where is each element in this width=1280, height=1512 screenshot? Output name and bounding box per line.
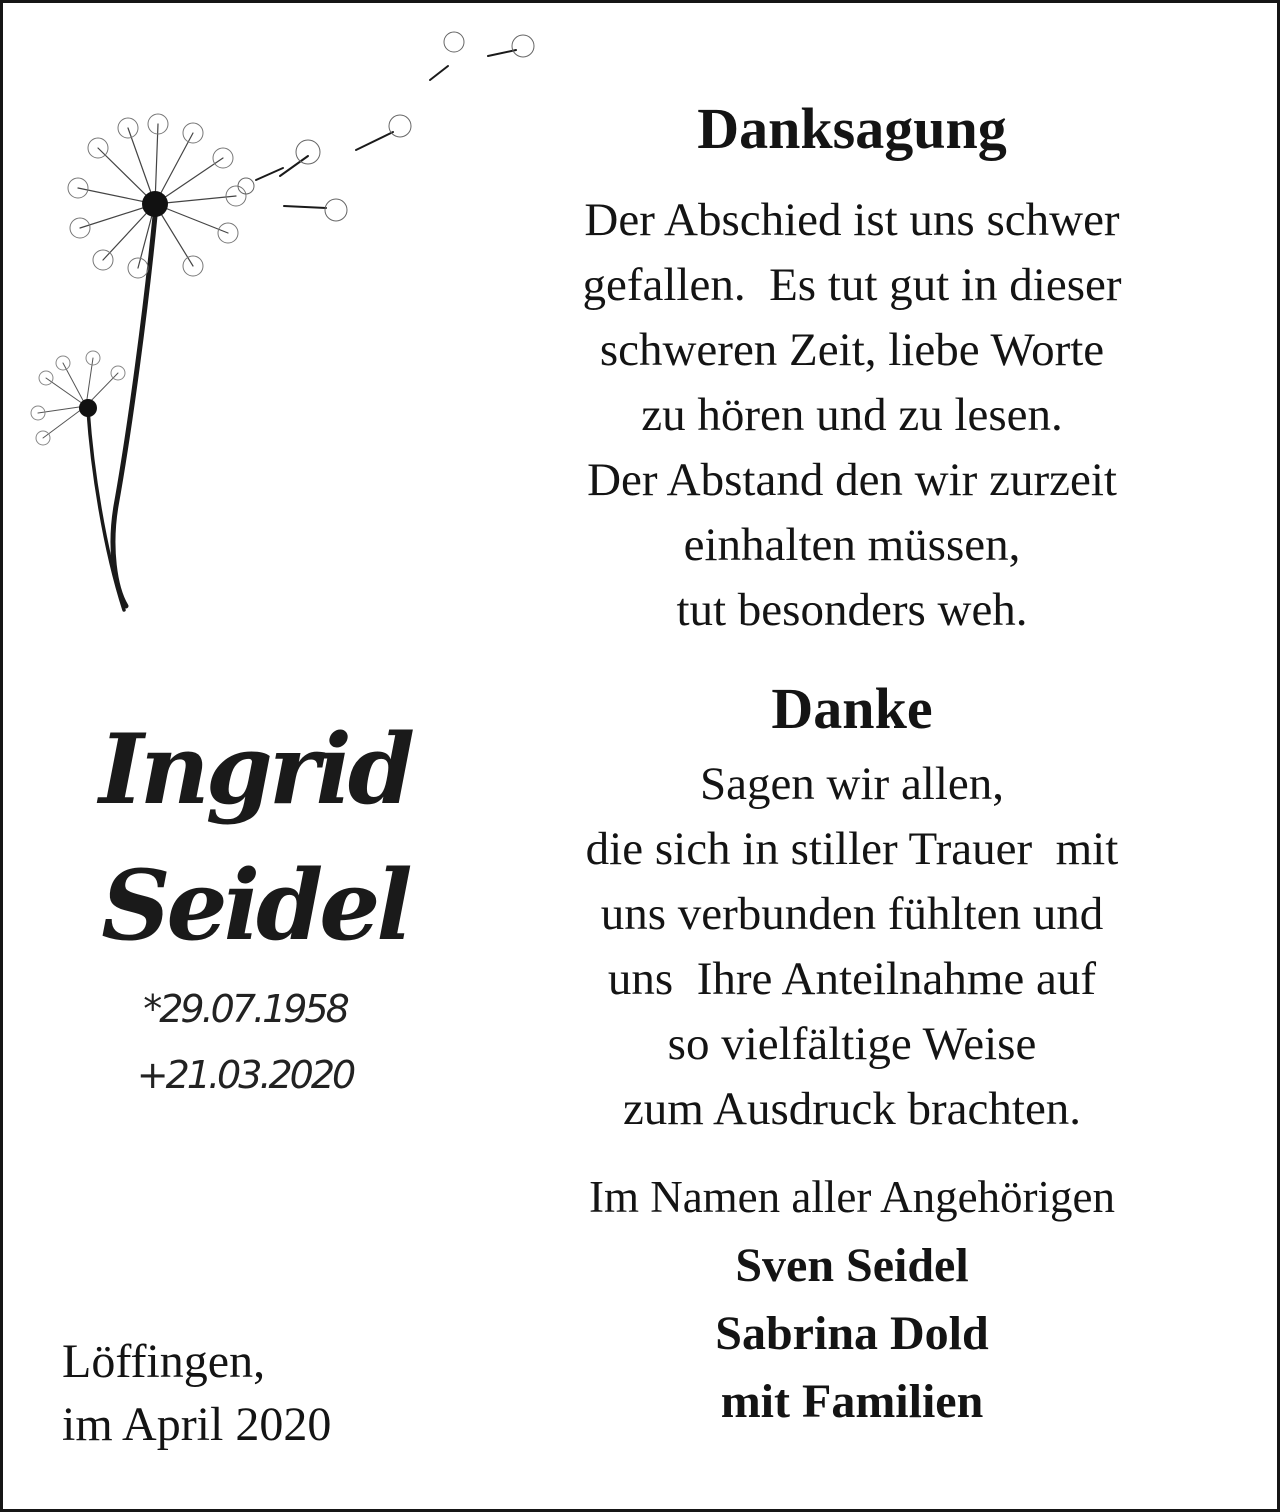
thanks-line: uns verbunden fühlten und: [600, 888, 1104, 940]
message-line: Der Abschied ist uns schwer: [584, 194, 1120, 246]
place-and-date: [62, 1330, 331, 1456]
thanks-line: so vielfältige Weise: [667, 1018, 1037, 1070]
place-line: Löffingen,: [62, 1335, 266, 1388]
message-line: einhalten müssen,: [683, 519, 1021, 571]
birth-date: *29.07.1958: [143, 987, 347, 1031]
thanks-line: Sagen wir allen,: [699, 758, 1005, 810]
signer-name: Sabrina Dold: [715, 1307, 989, 1360]
date-line: im April 2020: [62, 1398, 332, 1451]
thanks-line: uns Ihre Anteilnahme auf: [607, 953, 1097, 1005]
thanks-heading: Danke: [771, 676, 933, 741]
message-line: Der Abstand den wir zurzeit: [587, 454, 1117, 506]
signers-block: [492, 1232, 1212, 1436]
deceased-last-name: Seidel: [101, 849, 409, 962]
message-line: schweren Zeit, liebe Worte: [599, 324, 1105, 376]
signoff-line: Im Namen aller Angehörigen: [588, 1172, 1116, 1222]
deceased-first-name: Ingrid: [99, 713, 411, 826]
thanks-block: [492, 752, 1212, 1142]
message-block: [492, 188, 1212, 643]
message-line: gefallen. Es tut gut in dieser: [582, 259, 1122, 311]
thanks-line: zum Ausdruck brachten.: [622, 1083, 1082, 1135]
message-line: zu hören und zu lesen.: [641, 389, 1063, 441]
thanks-line: die sich in stiller Trauer mit: [585, 823, 1119, 875]
death-date: +21.03.2020: [136, 1053, 354, 1097]
page-title: Danksagung: [697, 96, 1007, 161]
signer-name: mit Familien: [720, 1375, 984, 1428]
message-line: tut besonders weh.: [676, 584, 1028, 636]
signer-name: Sven Seidel: [735, 1239, 969, 1292]
